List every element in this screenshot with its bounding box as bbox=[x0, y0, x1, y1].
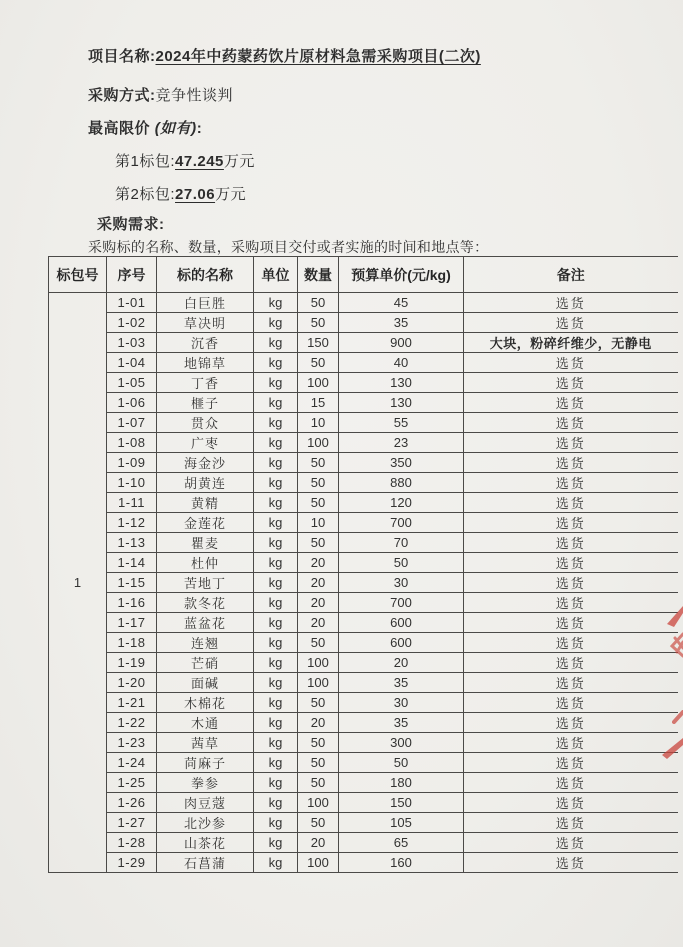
cell-unit: kg bbox=[254, 673, 298, 693]
cell-note: 选货 bbox=[464, 553, 678, 573]
cell-seq: 1-08 bbox=[107, 433, 157, 453]
cell-price: 700 bbox=[339, 513, 464, 533]
cell-qty: 20 bbox=[298, 613, 339, 633]
cell-unit: kg bbox=[254, 633, 298, 653]
cell-qty: 100 bbox=[298, 433, 339, 453]
cell-seq: 1-10 bbox=[107, 473, 157, 493]
cell-name: 黄精 bbox=[157, 493, 254, 513]
package1-unit: 万元 bbox=[223, 153, 255, 170]
price-cap-paren: (如有) bbox=[154, 120, 197, 137]
table-row bbox=[49, 413, 678, 433]
cell-price: 30 bbox=[339, 573, 464, 593]
cell-qty: 10 bbox=[298, 413, 339, 433]
cell-qty: 50 bbox=[298, 293, 339, 313]
cell-seq: 1-24 bbox=[107, 753, 157, 773]
cell-note: 选货 bbox=[464, 673, 678, 693]
cell-note: 选货 bbox=[464, 713, 678, 733]
cell-seq: 1-26 bbox=[107, 793, 157, 813]
procurement-table bbox=[48, 256, 678, 873]
cell-unit: kg bbox=[254, 533, 298, 553]
cell-qty: 50 bbox=[298, 353, 339, 373]
table-row bbox=[49, 553, 678, 573]
table-row bbox=[49, 533, 678, 553]
header-quantity: 数量 bbox=[298, 257, 339, 293]
cell-unit: kg bbox=[254, 313, 298, 333]
table-row bbox=[49, 473, 678, 493]
table-row bbox=[49, 633, 678, 653]
table-row bbox=[49, 573, 678, 593]
cell-seq: 1-25 bbox=[107, 773, 157, 793]
cell-qty: 50 bbox=[298, 533, 339, 553]
cell-name: 白巨胜 bbox=[157, 293, 254, 313]
package2-label: 第2标包: bbox=[115, 186, 176, 203]
cell-seq: 1-29 bbox=[107, 853, 157, 873]
project-name-value: 2024年中药蒙药饮片原材料急需采购项目(二次) bbox=[155, 48, 481, 65]
cell-price: 70 bbox=[339, 533, 464, 553]
cell-qty: 15 bbox=[298, 393, 339, 413]
cell-note: 选货 bbox=[464, 413, 678, 433]
cell-price: 130 bbox=[339, 373, 464, 393]
header-budget-price: 预算单价(元/kg) bbox=[339, 257, 464, 293]
cell-qty: 20 bbox=[298, 573, 339, 593]
header-package-no: 标包号 bbox=[49, 257, 107, 293]
cell-unit: kg bbox=[254, 373, 298, 393]
cell-qty: 50 bbox=[298, 773, 339, 793]
cell-unit: kg bbox=[254, 593, 298, 613]
cell-price: 160 bbox=[339, 853, 464, 873]
red-pen-stroke bbox=[674, 712, 683, 722]
package1-line bbox=[115, 150, 255, 171]
cell-name: 肉豆蔻 bbox=[157, 793, 254, 813]
procurement-method-line bbox=[88, 84, 233, 105]
cell-price: 300 bbox=[339, 733, 464, 753]
cell-seq: 1-02 bbox=[107, 313, 157, 333]
table-row bbox=[49, 773, 678, 793]
cell-note: 选货 bbox=[464, 353, 678, 373]
table-body bbox=[49, 293, 678, 873]
cell-price: 600 bbox=[339, 633, 464, 653]
red-pen-annotation-marks bbox=[653, 600, 683, 765]
cell-note: 选货 bbox=[464, 853, 678, 873]
table-row bbox=[49, 713, 678, 733]
header-seq: 序号 bbox=[107, 257, 157, 293]
cell-note: 选货 bbox=[464, 313, 678, 333]
cell-price: 700 bbox=[339, 593, 464, 613]
cell-unit: kg bbox=[254, 573, 298, 593]
cell-unit: kg bbox=[254, 653, 298, 673]
procurement-method-value: 竞争性谈判 bbox=[155, 87, 234, 104]
cell-price: 45 bbox=[339, 293, 464, 313]
cell-name: 丁香 bbox=[157, 373, 254, 393]
cell-name: 木棉花 bbox=[157, 693, 254, 713]
cell-name: 蓝盆花 bbox=[157, 613, 254, 633]
cell-unit: kg bbox=[254, 773, 298, 793]
cell-note: 选货 bbox=[464, 773, 678, 793]
cell-note: 选货 bbox=[464, 573, 678, 593]
cell-qty: 50 bbox=[298, 633, 339, 653]
cell-seq: 1-05 bbox=[107, 373, 157, 393]
cell-price: 55 bbox=[339, 413, 464, 433]
cell-price: 30 bbox=[339, 693, 464, 713]
cell-note: 选货 bbox=[464, 653, 678, 673]
cell-name: 海金沙 bbox=[157, 453, 254, 473]
cell-seq: 1-28 bbox=[107, 833, 157, 853]
table-row bbox=[49, 513, 678, 533]
cell-name: 石菖蒲 bbox=[157, 853, 254, 873]
cell-unit: kg bbox=[254, 453, 298, 473]
package1-label: 第1标包: bbox=[115, 153, 176, 170]
project-name-line bbox=[88, 45, 481, 66]
procurement-method-label: 采购方式: bbox=[88, 87, 156, 104]
cell-seq: 1-04 bbox=[107, 353, 157, 373]
cell-unit: kg bbox=[254, 493, 298, 513]
cell-seq: 1-06 bbox=[107, 393, 157, 413]
table-row bbox=[49, 393, 678, 413]
cell-note: 选货 bbox=[464, 593, 678, 613]
cell-seq: 1-17 bbox=[107, 613, 157, 633]
cell-name: 榧子 bbox=[157, 393, 254, 413]
cell-qty: 100 bbox=[298, 793, 339, 813]
cell-seq: 1-15 bbox=[107, 573, 157, 593]
table-row bbox=[49, 833, 678, 853]
cell-note: 选货 bbox=[464, 453, 678, 473]
project-name-label: 项目名称: bbox=[88, 48, 156, 65]
cell-qty: 50 bbox=[298, 813, 339, 833]
cell-qty: 50 bbox=[298, 473, 339, 493]
cell-note: 选货 bbox=[464, 633, 678, 653]
cell-seq: 1-13 bbox=[107, 533, 157, 553]
red-pen-stroke bbox=[667, 606, 683, 627]
price-cap-line bbox=[88, 117, 202, 138]
cell-price: 35 bbox=[339, 313, 464, 333]
cell-name: 拳参 bbox=[157, 773, 254, 793]
requirement-heading: 采购需求: bbox=[97, 216, 165, 233]
table-row bbox=[49, 753, 678, 773]
cell-price: 180 bbox=[339, 773, 464, 793]
cell-price: 35 bbox=[339, 713, 464, 733]
table-row bbox=[49, 653, 678, 673]
red-pen-flower-mark bbox=[672, 634, 683, 656]
cell-name: 瞿麦 bbox=[157, 533, 254, 553]
table-row bbox=[49, 433, 678, 453]
cell-price: 900 bbox=[339, 333, 464, 353]
cell-qty: 10 bbox=[298, 513, 339, 533]
cell-unit: kg bbox=[254, 813, 298, 833]
package-number-cell: 1 bbox=[49, 293, 107, 873]
cell-note: 选货 bbox=[464, 393, 678, 413]
cell-seq: 1-16 bbox=[107, 593, 157, 613]
cell-unit: kg bbox=[254, 413, 298, 433]
cell-price: 880 bbox=[339, 473, 464, 493]
price-cap-colon: : bbox=[196, 120, 203, 137]
table-row bbox=[49, 333, 678, 353]
cell-seq: 1-21 bbox=[107, 693, 157, 713]
cell-seq: 1-19 bbox=[107, 653, 157, 673]
table-row bbox=[49, 793, 678, 813]
table-row bbox=[49, 613, 678, 633]
cell-unit: kg bbox=[254, 293, 298, 313]
cell-qty: 20 bbox=[298, 593, 339, 613]
cell-price: 600 bbox=[339, 613, 464, 633]
cell-price: 130 bbox=[339, 393, 464, 413]
red-pen-stroke bbox=[662, 738, 683, 759]
price-cap-label: 最高限价 bbox=[88, 120, 151, 137]
cell-note: 选货 bbox=[464, 433, 678, 453]
cell-note: 大块，粉碎纤维少，无静电 bbox=[464, 333, 678, 353]
package2-value: 27.06 bbox=[175, 186, 216, 203]
table-row bbox=[49, 733, 678, 753]
cell-unit: kg bbox=[254, 613, 298, 633]
cell-qty: 100 bbox=[298, 853, 339, 873]
cell-price: 150 bbox=[339, 793, 464, 813]
cell-note: 选货 bbox=[464, 513, 678, 533]
cell-price: 40 bbox=[339, 353, 464, 373]
table-row bbox=[49, 813, 678, 833]
cell-unit: kg bbox=[254, 793, 298, 813]
cell-name: 广枣 bbox=[157, 433, 254, 453]
cell-note: 选货 bbox=[464, 613, 678, 633]
cell-price: 35 bbox=[339, 673, 464, 693]
table-row bbox=[49, 853, 678, 873]
cell-seq: 1-09 bbox=[107, 453, 157, 473]
package2-unit: 万元 bbox=[215, 186, 247, 203]
table-row bbox=[49, 693, 678, 713]
cell-seq: 1-27 bbox=[107, 813, 157, 833]
header-unit: 单位 bbox=[254, 257, 298, 293]
header-remark: 备注 bbox=[464, 257, 678, 293]
cell-qty: 50 bbox=[298, 453, 339, 473]
cell-unit: kg bbox=[254, 713, 298, 733]
table-row bbox=[49, 453, 678, 473]
cell-seq: 1-22 bbox=[107, 713, 157, 733]
cell-qty: 100 bbox=[298, 673, 339, 693]
cell-price: 50 bbox=[339, 753, 464, 773]
cell-note: 选货 bbox=[464, 793, 678, 813]
cell-price: 120 bbox=[339, 493, 464, 513]
table-row bbox=[49, 353, 678, 373]
cell-note: 选货 bbox=[464, 373, 678, 393]
cell-name: 苘麻子 bbox=[157, 753, 254, 773]
cell-seq: 1-03 bbox=[107, 333, 157, 353]
cell-note: 选货 bbox=[464, 473, 678, 493]
cell-unit: kg bbox=[254, 433, 298, 453]
cell-note: 选货 bbox=[464, 753, 678, 773]
cell-note: 选货 bbox=[464, 833, 678, 853]
cell-price: 20 bbox=[339, 653, 464, 673]
package1-value: 47.245 bbox=[175, 153, 224, 170]
cell-name: 木通 bbox=[157, 713, 254, 733]
cell-unit: kg bbox=[254, 553, 298, 573]
cell-unit: kg bbox=[254, 353, 298, 373]
cell-qty: 50 bbox=[298, 493, 339, 513]
cell-price: 105 bbox=[339, 813, 464, 833]
table-row bbox=[49, 593, 678, 613]
cell-unit: kg bbox=[254, 733, 298, 753]
cell-note: 选货 bbox=[464, 693, 678, 713]
cell-name: 茜草 bbox=[157, 733, 254, 753]
cell-name: 北沙参 bbox=[157, 813, 254, 833]
cell-seq: 1-20 bbox=[107, 673, 157, 693]
cell-qty: 50 bbox=[298, 693, 339, 713]
cell-qty: 50 bbox=[298, 313, 339, 333]
cell-qty: 20 bbox=[298, 833, 339, 853]
cell-qty: 20 bbox=[298, 553, 339, 573]
cell-seq: 1-07 bbox=[107, 413, 157, 433]
cell-name: 金莲花 bbox=[157, 513, 254, 533]
cell-unit: kg bbox=[254, 853, 298, 873]
cell-qty: 100 bbox=[298, 373, 339, 393]
cell-unit: kg bbox=[254, 393, 298, 413]
cell-seq: 1-01 bbox=[107, 293, 157, 313]
cell-name: 苦地丁 bbox=[157, 573, 254, 593]
cell-qty: 100 bbox=[298, 653, 339, 673]
cell-name: 沉香 bbox=[157, 333, 254, 353]
cell-seq: 1-14 bbox=[107, 553, 157, 573]
table-row bbox=[49, 673, 678, 693]
cell-unit: kg bbox=[254, 513, 298, 533]
cell-price: 65 bbox=[339, 833, 464, 853]
cell-note: 选货 bbox=[464, 533, 678, 553]
cell-price: 23 bbox=[339, 433, 464, 453]
cell-seq: 1-12 bbox=[107, 513, 157, 533]
cell-name: 面碱 bbox=[157, 673, 254, 693]
cell-name: 草决明 bbox=[157, 313, 254, 333]
cell-qty: 20 bbox=[298, 713, 339, 733]
cell-seq: 1-11 bbox=[107, 493, 157, 513]
table-row bbox=[49, 373, 678, 393]
cell-qty: 50 bbox=[298, 733, 339, 753]
cell-note: 选货 bbox=[464, 493, 678, 513]
cell-unit: kg bbox=[254, 833, 298, 853]
cell-name: 款冬花 bbox=[157, 593, 254, 613]
cell-note: 选货 bbox=[464, 813, 678, 833]
cell-qty: 150 bbox=[298, 333, 339, 353]
cell-name: 连翘 bbox=[157, 633, 254, 653]
cell-name: 山茶花 bbox=[157, 833, 254, 853]
cell-seq: 1-23 bbox=[107, 733, 157, 753]
cell-note: 选货 bbox=[464, 293, 678, 313]
cell-name: 杜仲 bbox=[157, 553, 254, 573]
table-row bbox=[49, 313, 678, 333]
cell-unit: kg bbox=[254, 693, 298, 713]
cell-name: 胡黄连 bbox=[157, 473, 254, 493]
cell-name: 芒硝 bbox=[157, 653, 254, 673]
cell-price: 350 bbox=[339, 453, 464, 473]
table-row bbox=[49, 293, 678, 313]
header-item-name: 标的名称 bbox=[157, 257, 254, 293]
package2-line bbox=[115, 183, 246, 204]
cell-price: 50 bbox=[339, 553, 464, 573]
cell-qty: 50 bbox=[298, 753, 339, 773]
cell-unit: kg bbox=[254, 473, 298, 493]
cell-note: 选货 bbox=[464, 733, 678, 753]
cell-seq: 1-18 bbox=[107, 633, 157, 653]
cell-unit: kg bbox=[254, 333, 298, 353]
cell-name: 地锦草 bbox=[157, 353, 254, 373]
cell-unit: kg bbox=[254, 753, 298, 773]
requirement-description: 采购标的名称、数量，采购项目交付或者实施的时间和地点等： bbox=[88, 239, 489, 255]
table-row bbox=[49, 493, 678, 513]
cell-name: 贯众 bbox=[157, 413, 254, 433]
table-header-row bbox=[49, 257, 678, 293]
